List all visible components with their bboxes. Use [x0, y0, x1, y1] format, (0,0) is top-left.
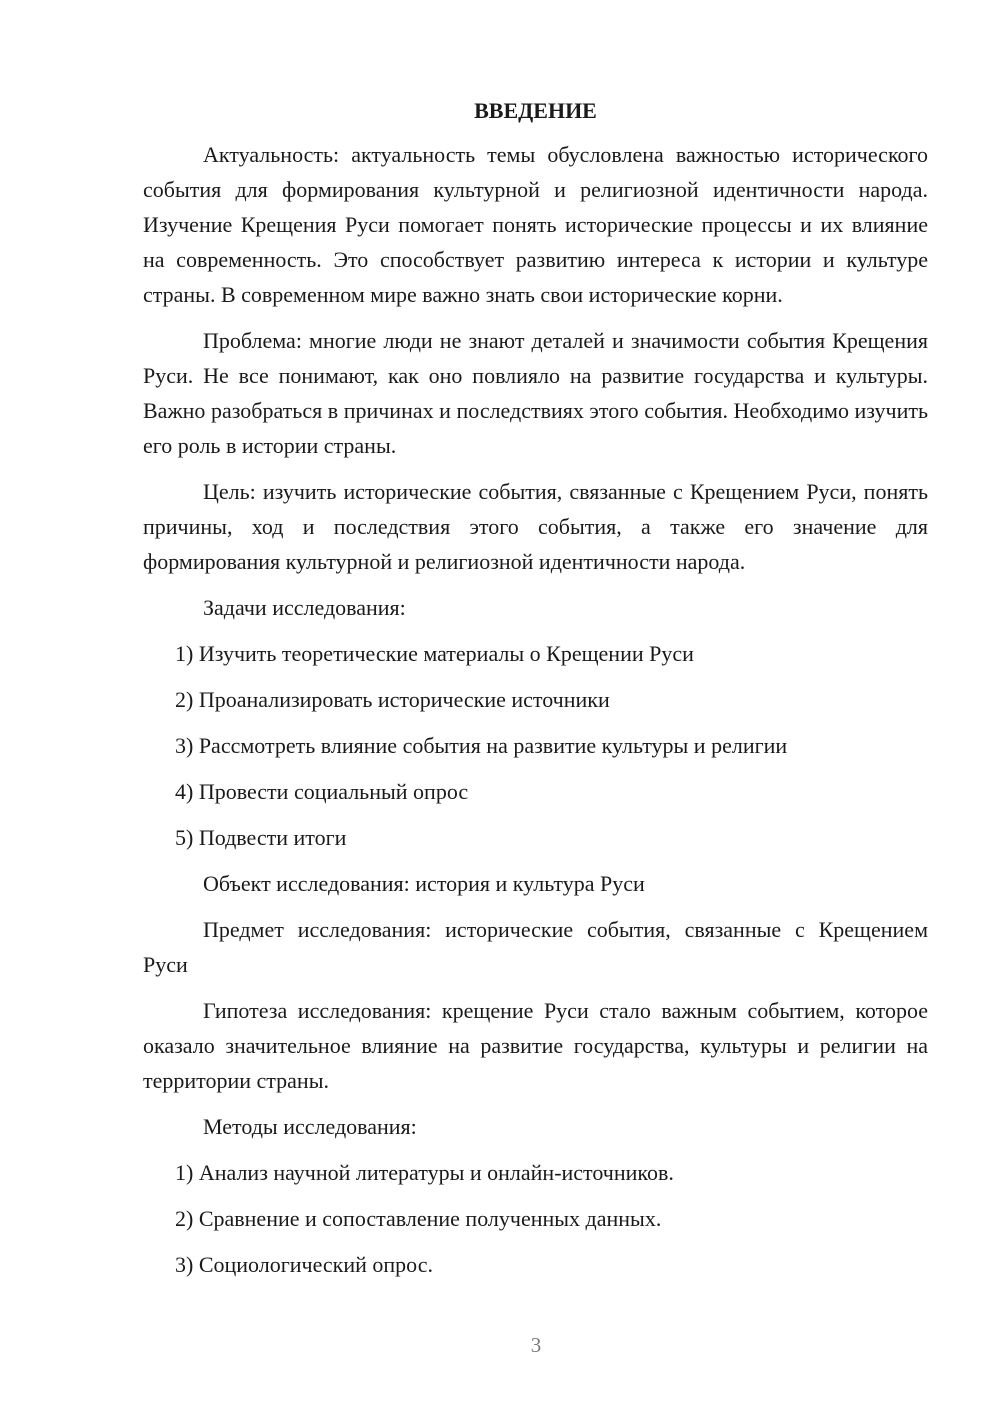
object-paragraph: Объект исследования: история и культура Руси	[203, 871, 645, 896]
list-item: 2) Проанализировать исторические источники	[175, 687, 610, 712]
relevance-paragraph: Актуальность: актуальность темы обусловлена важностью исторического события для формирования культурной и религиозной идентичности народа. Изучение Крещения Руси помогает понять исторические процессы и их влияние на современность. Это способствует развитию интереса к истории и культуре страны. В современном мире важно знать свои исторические корни.	[143, 142, 928, 307]
tasks-heading: Задачи исследования:	[203, 595, 406, 620]
methods-heading: Методы исследования:	[203, 1114, 417, 1139]
list-item: 3) Рассмотреть влияние события на развитие культуры и религии	[175, 733, 788, 758]
methods-list	[143, 1155, 928, 1282]
document-page	[143, 95, 928, 1293]
problem-paragraph: Проблема: многие люди не знают деталей и значимости события Крещения Руси. Не все понимают, как оно повлияло на развитие государства и культуры. Важно разобраться в причинах и последствиях этого события. Необходимо изучить его роль в истории страны.	[143, 328, 928, 458]
list-item: 5) Подвести итоги	[175, 825, 347, 850]
list-item: 1) Изучить теоретические материалы о Крещении Руси	[175, 641, 694, 666]
list-item: 2) Сравнение и сопоставление полученных данных.	[175, 1206, 662, 1231]
page-title: ВВЕДЕНИЕ	[474, 98, 597, 123]
list-item: 4) Провести социальный опрос	[175, 779, 469, 804]
hypothesis-paragraph: Гипотеза исследования: крещение Руси стало важным событием, которое оказало значительное влияние на развитие государства, культуры и религии на территории страны.	[143, 998, 928, 1093]
goal-paragraph: Цель: изучить исторические события, связанные с Крещением Руси, понять причины, ход и последствия этого события, а также его значение для формирования культурной и религиозной идентичности народа.	[143, 479, 928, 574]
page-number: 3	[530, 1333, 542, 1357]
tasks-list	[143, 636, 928, 855]
subject-paragraph: Предмет исследования: исторические события, связанные с Крещением Руси	[143, 917, 928, 977]
list-item: 3) Социологический опрос.	[175, 1252, 433, 1277]
list-item: 1) Анализ научной литературы и онлайн-источников.	[175, 1160, 674, 1185]
